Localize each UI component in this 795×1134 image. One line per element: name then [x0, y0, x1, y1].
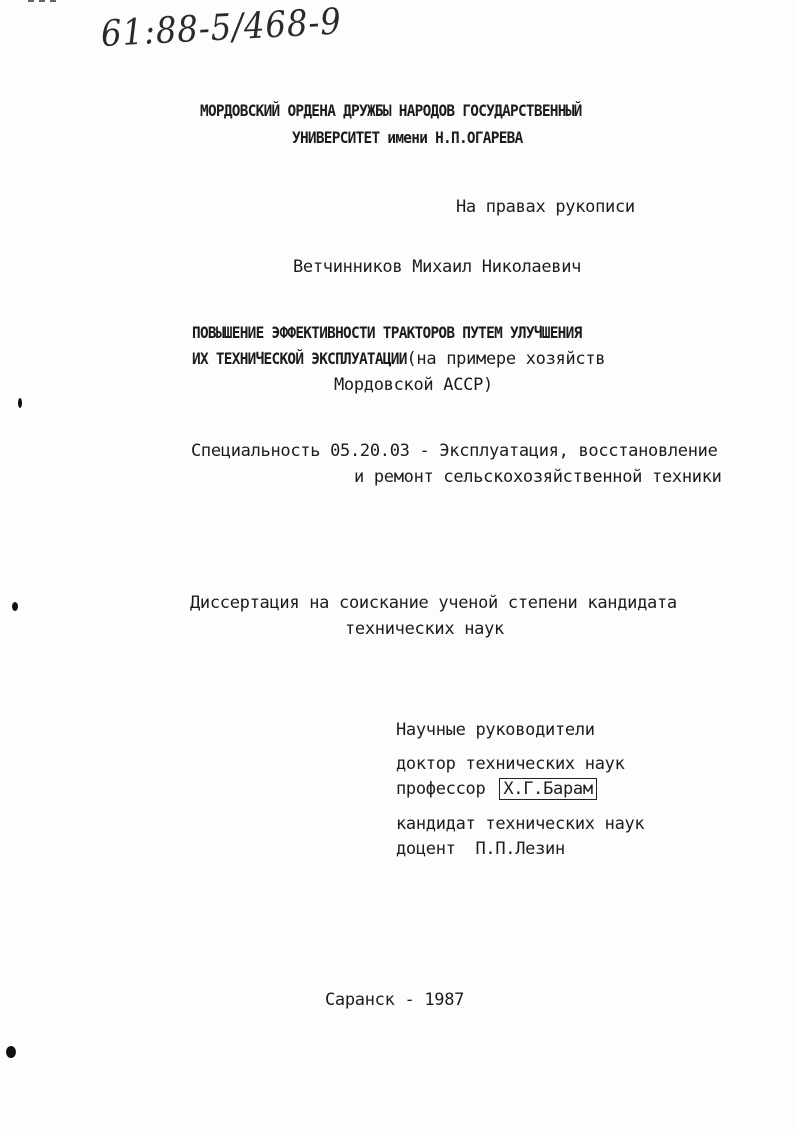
supervisor-2-line — [396, 838, 565, 860]
title-line-1: ПОВЫШЕНИЕ ЭФФЕКТИВНОСТИ ТРАКТОРОВ ПУТЕМ УЛУЧШЕНИЯ — [192, 323, 582, 342]
supervisor-2-degree: кандидат технических наук — [396, 814, 645, 834]
archive-code-handwritten: 61:88-5/468-9 — [100, 1, 343, 55]
author-name: Ветчинников Михаил Николаевич — [293, 257, 582, 277]
supervisor-1-title: профессор — [396, 779, 486, 799]
supervisor-2-name: П.П.Лезин — [475, 839, 565, 859]
title-line-2-rest: (на примере хозяйств — [406, 349, 606, 369]
supervisor-1-name: Х.Г.Барам — [499, 778, 596, 800]
title-line-2-caps: ИХ ТЕХНИЧЕСКОЙ ЭКСПЛУАТАЦИИ — [192, 349, 407, 368]
dissertation-line-2: технических наук — [345, 619, 504, 639]
manuscript-note: На правах рукописи — [456, 197, 635, 217]
title-line-3: Мордовской АССР) — [334, 375, 493, 395]
supervisor-2-title: доцент — [396, 839, 456, 859]
specialty-line-1: Специальность 05.20.03 - Эксплуатация, восстановление — [191, 441, 718, 461]
supervisor-1-line — [396, 778, 597, 800]
title-line-2 — [192, 348, 605, 370]
binding-hole-mark-1 — [18, 398, 22, 408]
supervisors-heading: Научные руководители — [396, 720, 595, 740]
specialty-line-2: и ремонт сельскохозяйственной техники — [354, 467, 722, 487]
university-line-2: УНИВЕРСИТЕТ имени Н.П.ОГАРЕВА — [292, 128, 523, 147]
supervisor-1-degree: доктор технических наук — [396, 754, 625, 774]
corner-mark — [28, 0, 56, 4]
place-year: Саранск - 1987 — [325, 990, 465, 1010]
binding-hole-mark-3 — [6, 1046, 16, 1058]
binding-hole-mark-2 — [12, 602, 18, 611]
dissertation-line-1: Диссертация на соискание ученой степени кандидата — [190, 593, 677, 613]
university-line-1: МОРДОВСКИЙ ОРДЕНА ДРУЖБЫ НАРОДОВ ГОСУДАРСТВЕННЫЙ — [200, 101, 582, 120]
